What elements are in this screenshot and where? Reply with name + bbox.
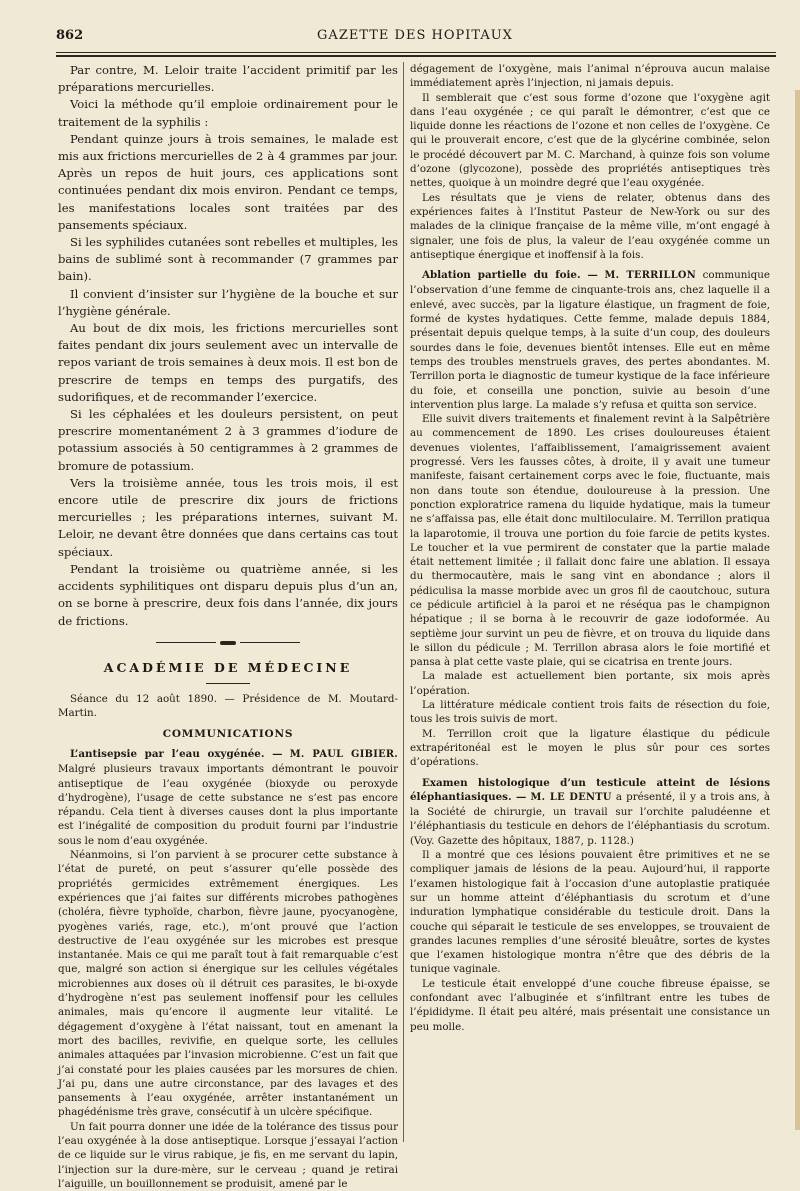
article-author: M. LE DENTU	[530, 791, 612, 803]
article-author: M. PAUL GIBIER.	[289, 749, 398, 760]
header-rule-thick	[56, 55, 776, 57]
article-ledentu-intro	[410, 776, 770, 848]
title-rule	[206, 683, 250, 684]
paragraph: M. Terrillon croit que la ligature élastique du pédicule extrapéritonéal est le moyen le plus sûr pour ces sortes d’opérations.	[410, 727, 770, 769]
header-rule	[56, 52, 776, 53]
paragraph: dégagement de l’oxygène, mais l’animal n’éprouva aucun malaise immédiatement après l’injection, ni jamais depuis.	[410, 63, 770, 90]
paragraph: Néanmoins, si l’on parvient à se procurer cette substance à l’état de pureté, on peut s’assurer qu’elle possède des propriétés germicides extrêmement énergiques. Les expériences que j’ai faites sur différents microbes pathogènes (choléra, fièvre typhoïde, charbon, fièvre jaune, pyocyanogène, pyogènes variés, rage, etc.), m’ont prouvé que l’action destructive de l’eau oxygénée sur les microbes est presque instantanée. Mais ce qui me paraît tout à fait remarquable c’est que, malgré son action si énergique sur les cellules végétales microbiennes aux doses où il détruit ces parasites, le bi-oxyde d’hydrogène n’est pas seulement inoffensif pour les cellules animales, mais qu’encore il augmente leur vitalité. Le dégagement d’oxygène à l’état naissant, tout en amenant la mort des bacilles, revivifie, en quelque sorte, les cellules animales attaquées par l’invasion microbienne. C’est un fait que j’ai constaté pour les plaies causées par les morsures de chien. J’ai pu, dans une autre circonstance, par des lavages et des pansements à l’eau oxygénée, arrêter instantanément un phagédénisme très grave, consécutif à un ulcère spécifique.	[58, 849, 398, 1119]
paragraph: Il semblerait que c’est sous forme d’ozone que l’oxygène agit dans l’eau oxygénée ; ce qui paraît le démontrer, c’est que ce liquide donne les réactions de l’ozone et non celles de l’oxygène. Ce qui le prouverait encore, c’est que de la glycérine combinée, selon le procédé découvert par M. C. Marchand, à quinze fois son volume d’ozone (glycozone), possède des propriétés antiseptiques très nettes, quoique à un moindre degré que l’eau oxygénée.	[410, 91, 770, 190]
paragraph: Si les céphalées et les douleurs persistent, on peut prescrire momentanément 2 à 3 grammes d’iodure de potassium associés à 50 centigrammes à 2 grammes de bromure de potassium.	[58, 407, 398, 473]
article-text: a présenté, il y a trois ans, à la Société de chirurgie, un travail sur l’orchite paludéenne et l’éléphantiasis du testicule en dehors de l’éléphantiasis du scrotum. (Voy. Gazette des hôpitaux, 1887, p. 1128.)	[410, 790, 770, 847]
article-text: Malgré plusieurs travaux importants démontrant le pouvoir antiseptique de l’eau oxygénée (bioxyde ou peroxyde d’hydrogène), l’usage de cette substance ne s’est pas encore répandu. Cela tient à diverses causes dont la plus importante est l’inégalité de composition du produit fourni par l’industrie sous le nom d’eau oxygénée.	[58, 763, 398, 847]
section-title: ACADÉMIE DE MÉDECINE	[103, 659, 353, 675]
paragraph: La littérature médicale contient trois faits de résection du foie, tous les trois suivis de mort.	[410, 699, 770, 726]
article-text: communique l’observation d’une femme de cinquante-trois ans, chez laquelle il a enlevé, avec succès, par la ligature élastique, un fragment de foie, formé de kystes hydatiques. Cette femme, malade depuis 1884, présentait depuis quelque temps, à la suite d’un coup, des douleurs sourdes dans le foie, devenues bientôt intenses. Elle eut en même temps des troubles menstruels graves, des pertes abondantes. M. Terrillon porta le diagnostic de tumeur kystique de la face inférieure du foie, et conseilla une ponction, suivie au besoin d’une intervention plus large. La malade s’y refusa et quitta son service.	[410, 269, 770, 411]
paragraph: Un fait pourra donner une idée de la tolérance des tissus pour l’eau oxygénée à la dose antiseptique. Lorsque j’essayai l’action de ce liquide sur le virus rabique, je fis, en me servant du lapin, l’injection sur la dure-mère, sur le cerveau ; quand je retirai l’aiguille, un bouillonnement se produisit, amené par le	[58, 1120, 398, 1190]
article-gibier-intro	[58, 747, 398, 848]
running-title: GAZETTE DES HOPITAUX	[317, 28, 513, 43]
paragraph: Si les syphilides cutanées sont rebelles et multiples, les bains de sublimé sont à recommander (7 grammes par bain).	[58, 235, 398, 284]
paragraph: Il convient d’insister sur l’hygiène de la bouche et sur l’hygiène générale.	[58, 286, 398, 318]
page-edge	[795, 90, 800, 1130]
left-column	[58, 62, 398, 1191]
paragraph: Au bout de dix mois, les frictions mercurielles sont faites pendant dix jours seulement avec un intervalle de repos variant de trois semaines à deux mois. Il est bon de prescrire de temps en temps des purgatifs, des sudorifiques, et de recommander l’exercice.	[58, 321, 398, 404]
article-title: Ablation partielle du foie. —	[422, 269, 598, 282]
paragraph: Pendant quinze jours à trois semaines, le malade est mis aux frictions mercurielles de 2 à 4 grammes par jour. Après un repos de huit jours, ces applications sont continuées pendant dix mois environ. Pendant ce temps, les manifestations locales sont traitées par des pansements spéciaux.	[58, 131, 398, 232]
page-header	[56, 28, 774, 50]
leloir-section	[58, 62, 398, 630]
paragraph: La malade est actuellement bien portante, six mois après l’opération.	[410, 670, 770, 697]
paragraph: Le testicule était enveloppé d’une couche fibreuse épaisse, se confondant avec l’albuginée et s’infiltrant entre les tubes de l’épididyme. Il était peu altéré, mais présentait une consistance un peu molle.	[410, 977, 770, 1033]
paragraph: Par contre, M. Leloir traite l’accident primitif par les préparations mercurielles.	[58, 63, 398, 95]
page-number: 862	[56, 28, 84, 43]
section-separator	[58, 635, 398, 650]
article-author: M. TERRILLON	[604, 270, 696, 282]
article-terrillon-intro	[410, 268, 770, 412]
column-divider	[403, 62, 404, 1142]
article-title: L’antisepsie par l’eau oxygénée. —	[70, 748, 283, 760]
paragraph: Vers la troisième année, tous les trois mois, il est encore utile de prescrire dix jours de frictions mercurielles ; les préparations internes, suivant M. Leloir, ne devant être données que dans certains cas tout spéciaux.	[58, 475, 398, 559]
paragraph: Voici la méthode qu’il emploie ordinairement pour le traitement de la syphilis :	[58, 97, 398, 129]
paragraph: Les résultats que je viens de relater, obtenus dans des expériences faites à l’Institut Pasteur de New-York ou sur des malades de la clinique française de la même ville, m’ont engagé à signaler, une fois de plus, la valeur de l’eau oxygénée comme un antiseptique énergique et inoffensif à la fois.	[410, 191, 770, 261]
paragraph: Pendant la troisième ou quatrième année, si les accidents syphilitiques ont disparu depuis plus d’un an, on se borne à prescrire, deux fois dans l’année, dix jours de frictions.	[58, 561, 398, 628]
article-title: Examen histologique d’un testicule atteint de lésions éléphantiasiques. —	[410, 776, 770, 803]
seance-line: Séance du 12 août 1890. — Présidence de M. Moutard-Martin.	[58, 693, 398, 720]
paragraph: Il a montré que ces lésions pouvaient être primitives et ne se compliquer jamais de lésions de la peau. Aujourd’hui, il rapporte l’examen histologique fait à l’occasion d’une autoplastie pratiquée sur un homme atteint d’éléphantiasis du scrotum et d’une induration lymphatique considérable du testicule droit. Dans la couche qui séparait le testicule de ses enveloppes, se trouvaient de grandes lacunes remplies d’une sérosité bleuâtre, sortes de kystes que l’examen histologique montra n’être que des débris de la tunique vaginale.	[410, 849, 770, 976]
right-column	[410, 62, 770, 1034]
paragraph: Elle suivit divers traitements et finalement revint à la Salpêtrière au commencement de 1890. Les crises douloureuses étaient devenues violentes, l’affaiblissement, l’amaigrissement avaient progressé. Vers les fausses côtes, à droite, il y avait une tumeur manifeste, faisant certainement corps avec le foie, fluctuante, mais non dans toute son étendue, douloureuse à la pression. Une ponction exploratrice ramena du liquide hydatique, mais la tumeur ne s’affaissa pas, elle était donc multiloculaire. M. Terrillon pratiqua la laparotomie, il trouva une portion du foie farcie de petits kystes. Le toucher et la vue permirent de constater que la partie malade était nettement limitée ; il fallait donc faire une ablation. Il essaya du thermocautère, mais le sang vint en abondance ; alors il pédiculisa la masse morbide avec un gros fil de caoutchouc, sutura ce pédicule artificiel à la paroi et ne réséqua pas le champignon hépatique ; il se borna à le recouvrir de gaze iodoformée. Au septième jour survint un peu de fièvre, et on trouva du liquide dans le sillon du pédicule ; M. Terrillon abrasa alors le foie mortifié et pansa à plat cette vaste plaie, qui se cicatrisa en trente jours.	[410, 413, 770, 669]
subsection-title: COMMUNICATIONS	[162, 727, 294, 740]
